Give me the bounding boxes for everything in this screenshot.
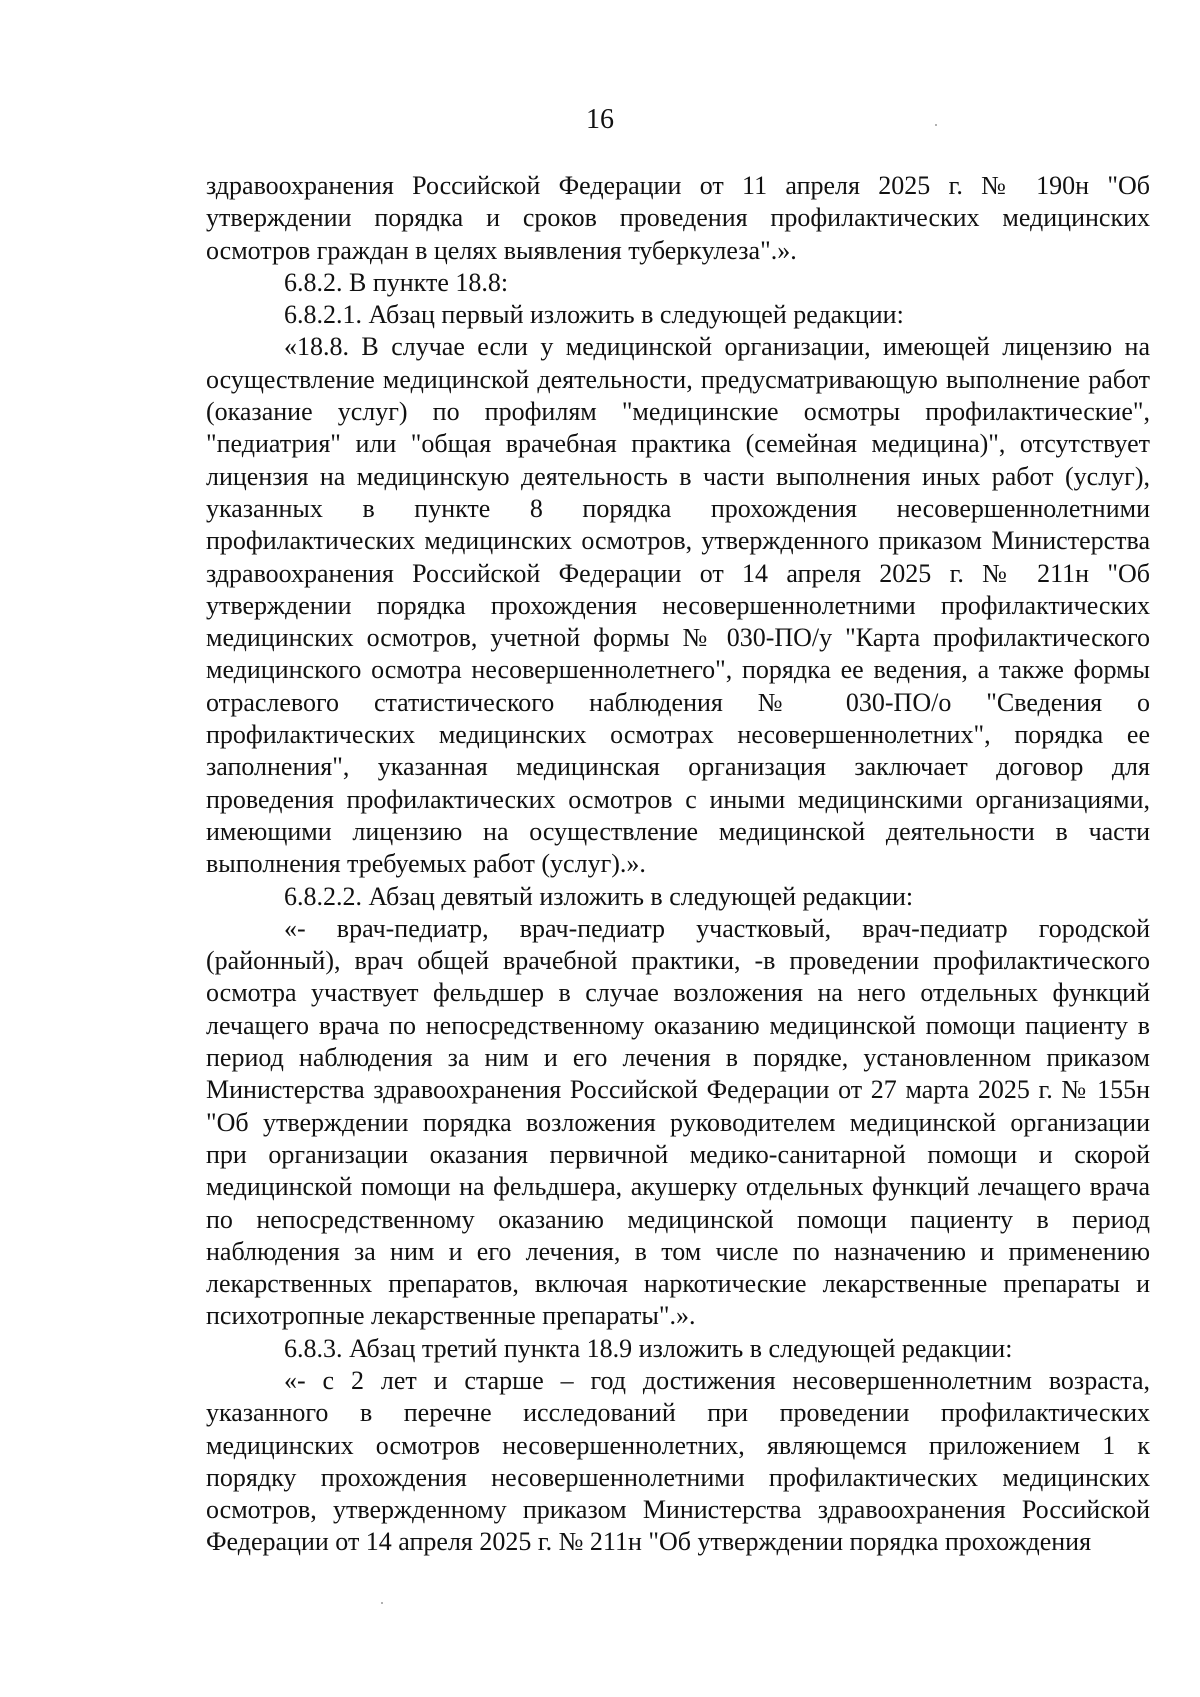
scan-speck xyxy=(381,1602,383,1604)
scan-speck xyxy=(935,124,937,126)
paragraph-6-8-2-2: 6.8.2.2. Абзац девятый изложить в следующей редакции: xyxy=(284,881,914,911)
paragraph-18-8-text: «18.8. В случае если у медицинской организации, имеющей лицензию на осуществление медицинской деятельности, предусматривающую выполнение работ (оказание услуг) по профилям "медицинские осмотры профилактические", "педиатрия" или "общая врачебная практика (семейная медицина)", отсутствует лицензия на медицинскую деятельность в части выполнения иных работ (услуг), указанных в пункте 8 порядка прохождения несовершеннолетними профилактических медицинских осмотров, утвержденного приказом Министерства здравоохранения Российской Федерации от 14 апреля 2025 г. № 211н "Об утверждении порядка прохождения несовершеннолетними профилактических медицинских осмотров, учетной формы № 030-ПО/у "Карта профилактического медицинского осмотра несовершеннолетнего", порядка ее ведения, а также формы отраслевого статистического наблюдения № 030-ПО/о "Сведения о профилактических медицинских осмотрах несовершеннолетних", порядка ее заполнения", указанная медицинская организация заключает договор для проведения профилактических осмотров с иными медицинскими организациями, имеющими лицензию на осуществление медицинской деятельности в части выполнения требуемых работ (услуг).». xyxy=(206,332,1150,879)
page-number: 16 xyxy=(586,104,614,135)
document-body xyxy=(206,170,1150,1559)
paragraph-18-9-text: «- с 2 лет и старше – год достижения несовершеннолетним возраста, указанного в перечне исследований при проведении профилактических медицинских осмотров несовершеннолетних, являющемся приложением 1 к порядку прохождения несовершеннолетними профилактических медицинских осмотров, утвержденному приказом Министерства здравоохранения Российской Федерации от 14 апреля 2025 г. № 211н "Об утверждении порядка прохождения xyxy=(206,1365,1150,1557)
paragraph-6-8-3: 6.8.3. Абзац третий пункта 18.9 изложить в следующей редакции: xyxy=(284,1333,1013,1363)
paragraph-6-8-2-1: 6.8.2.1. Абзац первый изложить в следующей редакции: xyxy=(284,300,904,330)
paragraph-6-8-2: 6.8.2. В пункте 18.8: xyxy=(284,267,509,297)
paragraph-abzac-devyatyi-text: «- врач-педиатр, врач-педиатр участковый, врач-педиатр городской (районный), врач общей врачебной практики, -в проведении профилактического осмотра участвует фельдшер в случае возложения на него отдельных функций лечащего врача по непосредственному оказанию медицинской помощи пациенту в период наблюдения за ним и его лечения в порядке, установленном приказом Министерства здравоохранения Российской Федерации от 27 марта 2025 г. № 155н "Об утверждении порядка возложения руководителем медицинской организации при организации оказания первичной медико-санитарной помощи и скорой медицинской помощи на фельдшера, акушерку отдельных функций лечащего врача по непосредственному оказанию медицинской помощи пациенту в период наблюдения за ним и его лечения, в том числе по назначению и применению лекарственных препаратов, включая наркотические лекарственные препараты и психотропные лекарственные препараты".». xyxy=(206,913,1150,1331)
paragraph-continuation: здравоохранения Российской Федерации от 11 апреля 2025 г. № 190н "Об утверждении порядка и сроков проведения профилактических медицинских осмотров граждан в целях выявления туберкулеза".». xyxy=(206,171,1150,265)
